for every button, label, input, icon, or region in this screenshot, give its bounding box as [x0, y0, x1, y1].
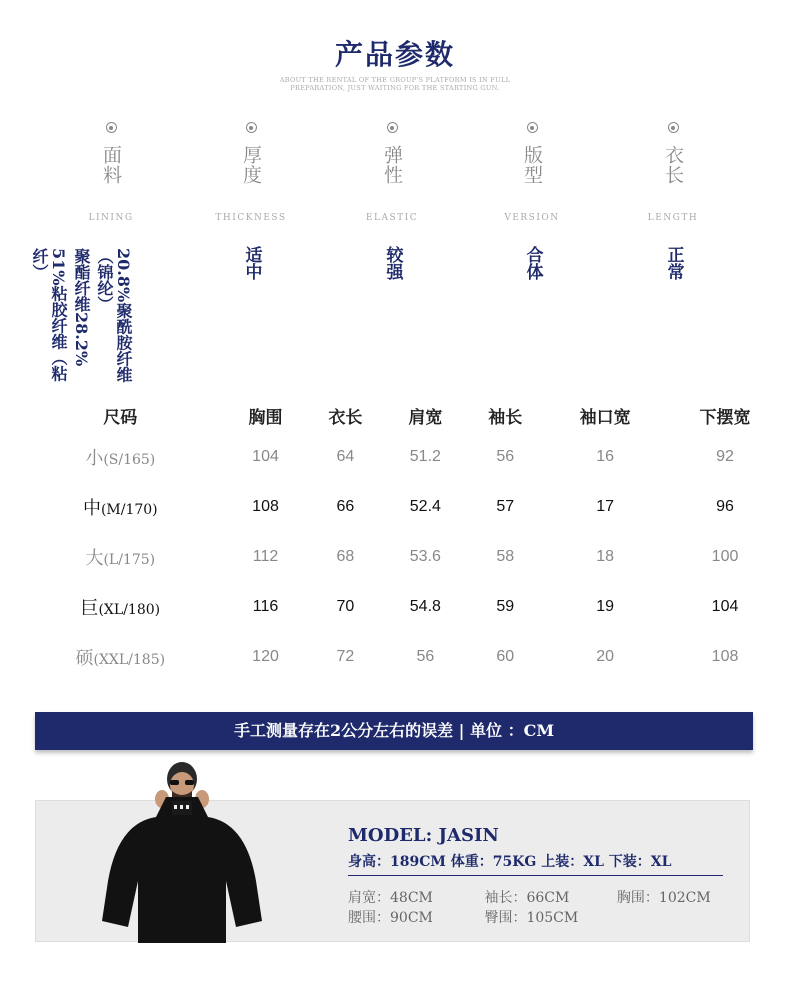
- param-en-label: LINING: [88, 213, 134, 223]
- size-cell: 硕(XXL/185): [75, 648, 166, 669]
- divider: [348, 875, 723, 876]
- lining-line: 20.8%聚酰胺纤维（锦纶）: [95, 248, 133, 383]
- table-cell: 72: [336, 648, 355, 665]
- table-cell: 16: [596, 448, 615, 465]
- param-value: 适中: [241, 246, 262, 280]
- param-cn-label: 版型: [521, 145, 543, 185]
- model-info-box: [35, 800, 750, 942]
- circle-bullet-icon: [106, 122, 117, 133]
- table-cell: 92: [716, 448, 734, 465]
- param-elastic: [332, 118, 452, 280]
- table-cell: 56: [496, 448, 515, 465]
- table-row: [15, 532, 785, 582]
- param-en-label: ELASTIC: [365, 213, 419, 223]
- param-en-label: THICKNESS: [215, 213, 287, 223]
- table-cell: 108: [252, 498, 279, 515]
- measurement-note-banner: 手工测量存在2公分左右的误差 | 单位 ：CM: [35, 712, 753, 750]
- table-cell: 112: [252, 548, 279, 565]
- table-cell: 108: [711, 648, 739, 665]
- size-cell: 中(M/170): [82, 498, 158, 519]
- table-cell: 51.2: [409, 448, 441, 465]
- table-row: [15, 482, 785, 532]
- param-value: 正常: [663, 246, 684, 280]
- table-cell: 100: [711, 548, 739, 565]
- table-cell: 116: [252, 598, 279, 615]
- param-cn-label: 弹性: [381, 145, 403, 185]
- table-cell: 64: [336, 448, 355, 465]
- table-cell: 68: [336, 548, 355, 565]
- col-header: 胸围: [248, 407, 283, 428]
- page-title: 产品参数: [334, 38, 455, 71]
- table-row: [15, 432, 785, 482]
- table-cell: 58: [496, 548, 515, 565]
- col-header: 肩宽: [408, 407, 443, 428]
- table-cell: 18: [596, 548, 615, 565]
- param-value: 较强: [382, 246, 403, 280]
- circle-bullet-icon: [387, 122, 398, 133]
- model-detail-item: 胸围：102CM: [616, 890, 711, 906]
- param-cn-label: 厚度: [240, 145, 262, 185]
- model-detail-row: [348, 887, 711, 907]
- table-cell: 120: [252, 648, 279, 665]
- table-cell: 53.6: [409, 548, 441, 565]
- subtitle-line-1: ABOUT THE RENTAL OF THE GROUP'S PLATFORM IS IN FULL: [279, 76, 511, 84]
- model-detail-item: 袖长：66CM: [484, 890, 570, 906]
- table-cell: 56: [416, 648, 435, 665]
- size-cell: 大(L/175): [85, 548, 156, 569]
- size-table: [15, 398, 785, 682]
- param-cn-label: 面料: [100, 145, 122, 185]
- model-name: MODEL: JASIN: [348, 825, 499, 846]
- param-length: [613, 118, 733, 280]
- model-photo: [96, 761, 266, 943]
- param-cn-label: 衣长: [662, 145, 684, 185]
- circle-bullet-icon: [246, 122, 257, 133]
- col-header: 袖长: [488, 407, 523, 428]
- col-header: 尺码: [103, 407, 138, 428]
- table-cell: 17: [596, 498, 615, 515]
- table-cell: 60: [496, 648, 515, 665]
- lining-composition: [30, 248, 133, 398]
- table-cell: 104: [711, 598, 739, 615]
- subtitle-line-2: PREPARATION, JUST WAITING FOR THE STARTING GUN.: [290, 84, 500, 92]
- size-cell: 小(S/165): [85, 448, 156, 469]
- col-header: 衣长: [328, 407, 363, 428]
- col-header: 下摆宽: [699, 407, 751, 428]
- lining-line: 51%粘胶纤维（粘纤）: [30, 248, 68, 382]
- param-lining: [51, 118, 171, 223]
- model-main-stats: 身高：189CM 体重：75KG 上装：XL 下装：XL: [348, 854, 672, 870]
- circle-bullet-icon: [527, 122, 538, 133]
- table-header-row: [15, 398, 785, 432]
- param-value: 合体: [522, 246, 543, 280]
- table-cell: 66: [336, 498, 355, 515]
- table-row: [15, 632, 785, 682]
- table-cell: 54.8: [409, 598, 441, 615]
- param-en-label: LENGTH: [647, 213, 699, 223]
- param-thickness: [191, 118, 311, 280]
- table-cell: 59: [496, 598, 515, 615]
- col-header: 袖口宽: [579, 407, 631, 428]
- param-en-label: VERSION: [504, 213, 560, 223]
- table-cell: 20: [596, 648, 615, 665]
- table-cell: 104: [252, 448, 279, 465]
- model-detail-item: 肩宽：48CM: [348, 890, 433, 906]
- table-cell: 96: [716, 498, 734, 515]
- model-detail-row: [348, 907, 578, 927]
- table-cell: 52.4: [409, 498, 441, 515]
- circle-bullet-icon: [668, 122, 679, 133]
- model-detail-item: 腰围：90CM: [348, 910, 433, 926]
- lining-line: 聚酯纤维28.2%: [72, 248, 91, 367]
- table-cell: 19: [596, 598, 615, 615]
- table-cell: 70: [336, 598, 355, 615]
- table-cell: 57: [496, 498, 515, 515]
- table-row: [15, 582, 785, 632]
- size-cell: 巨(XL/180): [80, 598, 161, 619]
- page-subtitle: [0, 76, 790, 92]
- model-detail-item: 臀围：105CM: [484, 910, 579, 926]
- param-version: [472, 118, 592, 280]
